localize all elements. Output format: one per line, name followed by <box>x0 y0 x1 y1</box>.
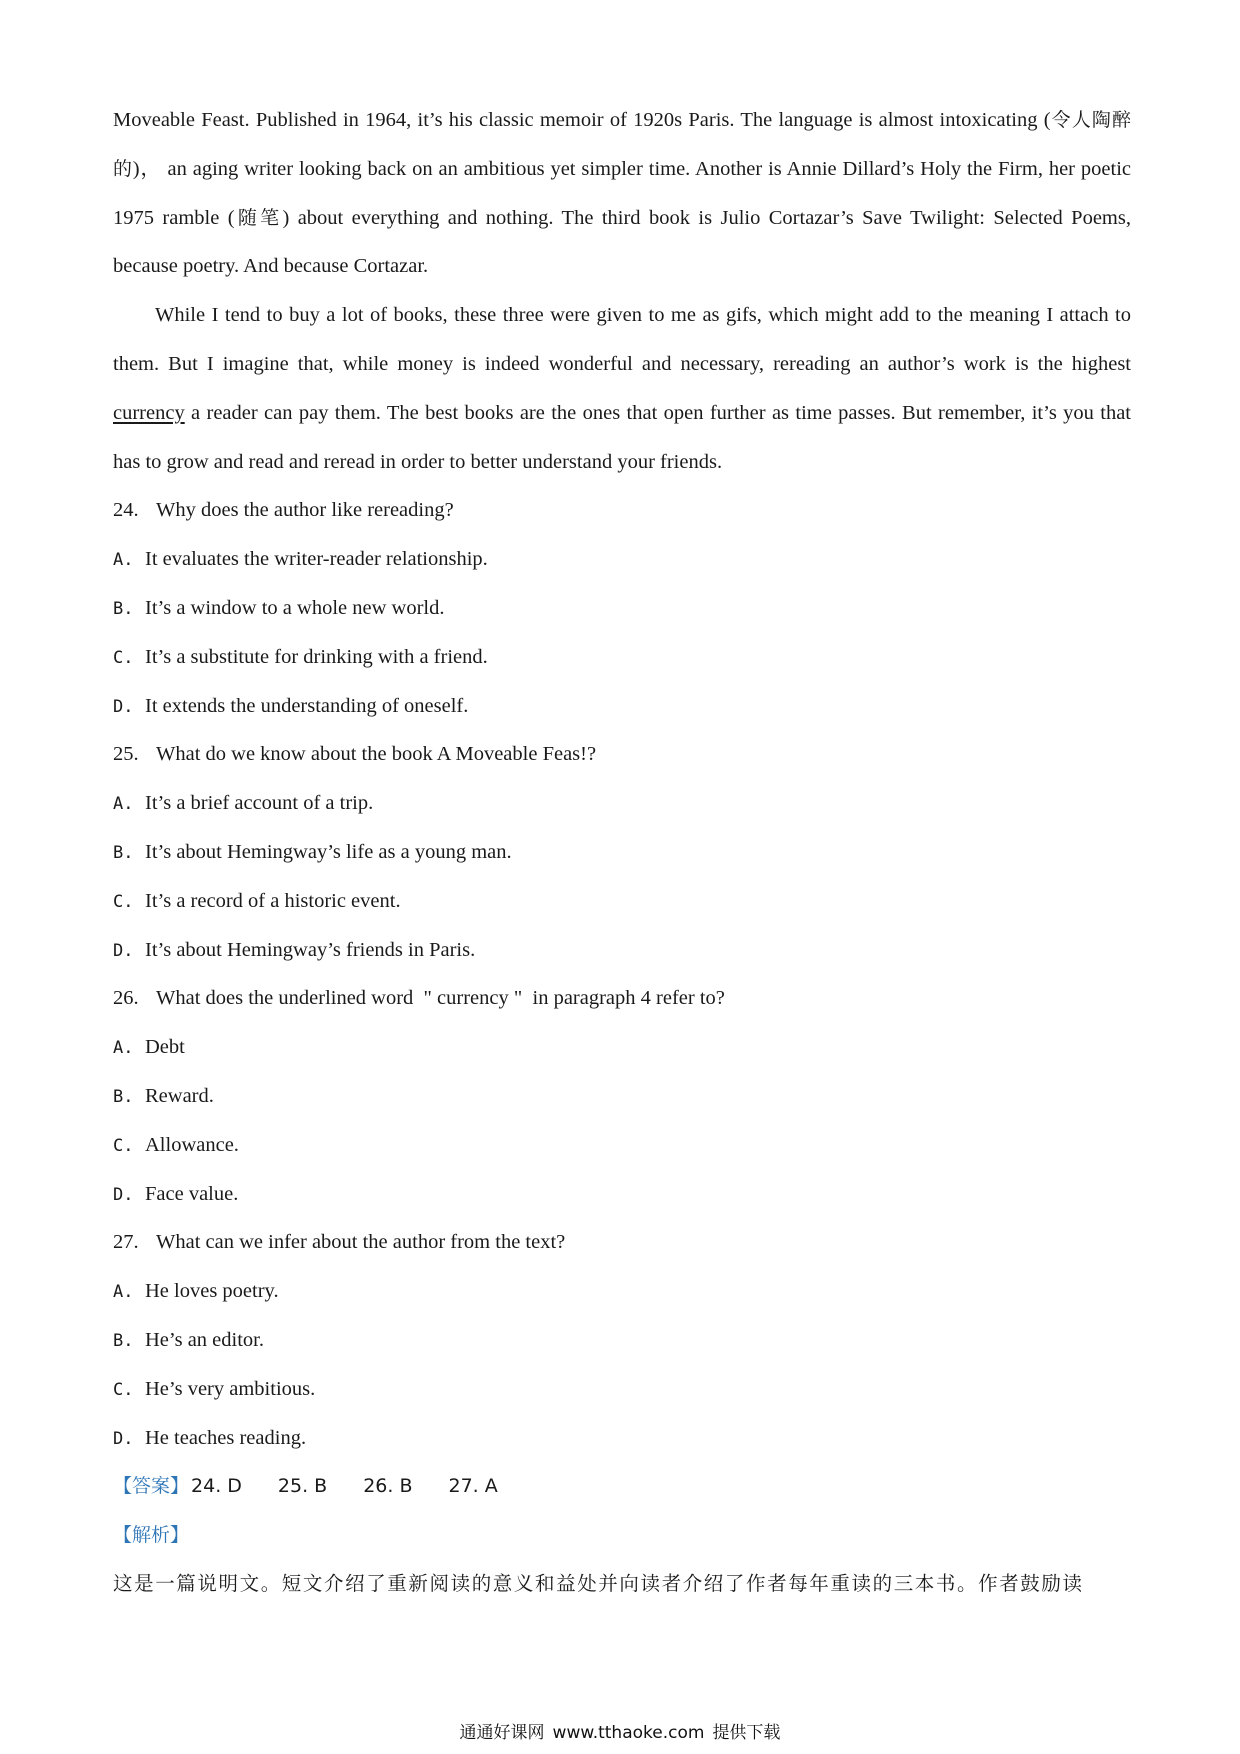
option-text: It’s a brief account of a trip. <box>145 792 374 815</box>
option-b <box>113 584 1131 633</box>
question-stem <box>113 974 1131 1023</box>
chinese-gloss: 令人陶醉的 <box>113 109 1131 180</box>
option-letter: D. <box>113 1184 134 1205</box>
option-letter: D. <box>113 1428 134 1449</box>
option-text: It’s about Hemingway’s life as a young man. <box>145 840 512 863</box>
footer-note: 提供下载 <box>712 1723 781 1743</box>
option-text: He’s an editor. <box>145 1328 264 1351</box>
passage-paragraph-3 <box>113 96 1131 291</box>
option-letter: A. <box>113 550 134 571</box>
option-letter: B. <box>113 1086 134 1107</box>
question-text: What can we infer about the author from the text? <box>156 1231 566 1254</box>
option-c <box>113 633 1131 682</box>
option-text: Allowance. <box>145 1133 239 1156</box>
passage-text: a reader can pay them. The best books are the ones that open further as time passes. But remember, it’s you that has to grow and read and reread in order to better understand your friends. <box>113 401 1131 473</box>
answer-item: 25. B <box>277 1475 328 1498</box>
option-c <box>113 1365 1131 1414</box>
option-d <box>113 1170 1131 1219</box>
page-footer <box>0 1718 1240 1743</box>
option-text: He loves poetry. <box>145 1280 279 1303</box>
option-letter: C. <box>113 1379 134 1400</box>
question-number: 24. <box>113 499 139 522</box>
option-text: He teaches reading. <box>145 1426 307 1449</box>
passage-text: )， an aging writer looking back on an ambitious yet simpler time. Another is Annie Dillard’s Holy the Firm, her poetic 1975 ramble ( <box>113 157 1131 229</box>
option-text: It’s about Hemingway’s friends in Paris. <box>145 938 476 961</box>
option-text: It’s a window to a whole new world. <box>145 596 445 619</box>
question-stem <box>113 1218 1131 1267</box>
passage-text: ) about everything and nothing. The third book is Julio Cortazar’s Save Twilight: Selected Poems, because poetry. And because Cortazar. <box>113 206 1131 278</box>
option-letter: D. <box>113 696 134 717</box>
option-letter: C. <box>113 647 134 668</box>
question-number: 25. <box>113 743 139 766</box>
question-text: What do we know about the book A Moveable Feas!? <box>156 743 597 766</box>
answer-item: 27. A <box>448 1475 498 1498</box>
passage-paragraph-4 <box>113 291 1131 486</box>
question-text: Why does the author like rereading? <box>156 499 454 522</box>
option-letter: C. <box>113 1135 134 1156</box>
option-b <box>113 828 1131 877</box>
option-a <box>113 779 1131 828</box>
footer-url: www.tthaoke.com <box>552 1723 705 1743</box>
footer-site: 通通好课网 <box>459 1723 545 1743</box>
option-text: Debt <box>145 1036 185 1059</box>
question-27 <box>113 1218 1131 1462</box>
option-b <box>113 1072 1131 1121</box>
option-letter: C. <box>113 891 134 912</box>
option-text: It’s a substitute for drinking with a friend. <box>145 645 488 668</box>
option-letter: B. <box>113 1330 134 1351</box>
option-letter: A. <box>113 1038 134 1059</box>
option-letter: B. <box>113 598 134 619</box>
analysis-text: 这是一篇说明文。短文介绍了重新阅读的意义和益处并向读者介绍了作者每年重读的三本书。作者鼓励读 <box>113 1571 1084 1595</box>
option-c <box>113 877 1131 926</box>
option-letter: B. <box>113 842 134 863</box>
option-text: Face value. <box>145 1182 239 1205</box>
question-24 <box>113 486 1131 730</box>
option-text: It evaluates the writer-reader relationship. <box>145 548 488 571</box>
option-a <box>113 535 1131 584</box>
option-d <box>113 926 1131 975</box>
question-number: 27. <box>113 1231 139 1254</box>
analysis-heading <box>113 1511 1131 1560</box>
option-a <box>113 1267 1131 1316</box>
option-letter: A. <box>113 1282 134 1303</box>
option-text: It’s a record of a historic event. <box>145 889 401 912</box>
option-letter: D. <box>113 940 134 961</box>
passage-text: Moveable Feast. Published in 1964, it’s his classic memoir of 1920s Paris. The language is almost intoxicating ( <box>113 109 1051 131</box>
passage-text: While I tend to buy a lot of books, these three were given to me as gifs, which might add to the meaning I attach to them. But I imagine that, while money is indeed wonderful and necessary, rereading an author’s work is the highest <box>113 304 1131 375</box>
option-text: Reward. <box>145 1084 214 1107</box>
answer-item: 24. D <box>191 1475 242 1498</box>
question-text: What does the underlined word " currency " in paragraph 4 refer to? <box>156 987 725 1010</box>
answer-item: 26. B <box>363 1475 413 1498</box>
option-d <box>113 682 1131 731</box>
question-25 <box>113 730 1131 974</box>
underlined-word: currency <box>113 401 185 424</box>
answer-tag: 【答案】 <box>113 1475 190 1498</box>
option-d <box>113 1414 1131 1463</box>
option-b <box>113 1316 1131 1365</box>
question-number: 26. <box>113 987 139 1010</box>
analysis-tag: 【解析】 <box>113 1524 190 1547</box>
question-26 <box>113 974 1131 1218</box>
question-stem <box>113 730 1131 779</box>
document-page <box>113 96 1131 1609</box>
option-letter: A. <box>113 794 134 815</box>
option-a <box>113 1023 1131 1072</box>
option-c <box>113 1121 1131 1170</box>
question-stem <box>113 486 1131 535</box>
answer-key <box>113 1462 1131 1511</box>
option-text: He’s very ambitious. <box>145 1377 316 1400</box>
chinese-gloss: 随笔 <box>234 206 283 229</box>
option-text: It extends the understanding of oneself. <box>145 694 469 717</box>
